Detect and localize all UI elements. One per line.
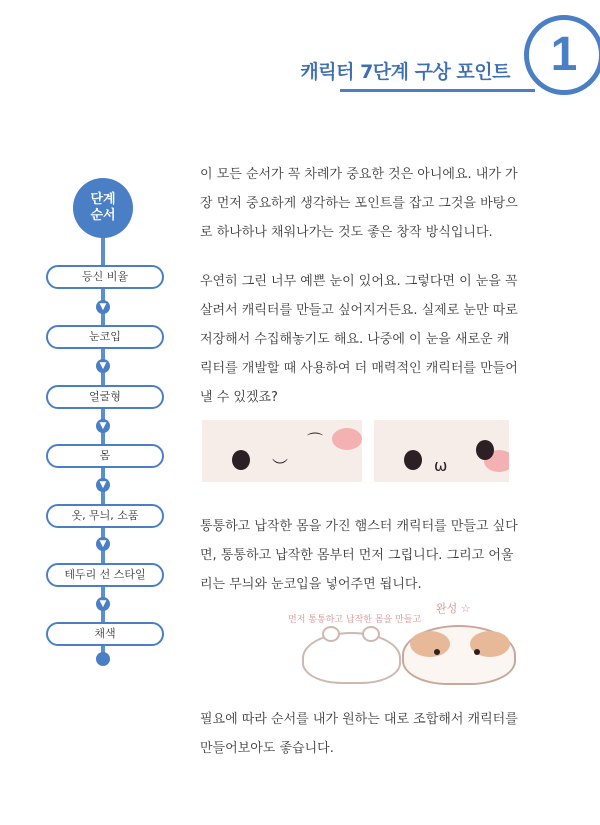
chevron-down-icon: ▼ (96, 300, 110, 314)
eye-shape (476, 440, 494, 460)
eye-illustration-1 (202, 420, 362, 482)
steps-head-line1: 단계 (90, 192, 116, 207)
step-item-1: 등신 비율 (46, 265, 164, 289)
fur-patch (410, 631, 450, 657)
chapter-number: 1 (550, 28, 578, 81)
eye-shape (434, 649, 440, 655)
hamster-note-left: 먼저 통통하고 납작한 몸을 만들고 (288, 615, 422, 625)
chevron-down-icon: ▼ (96, 537, 110, 551)
steps-head-line2: 순서 (90, 208, 116, 223)
eye-shape (474, 649, 480, 655)
step-item-6: 테두리 선 스타일 (46, 563, 164, 587)
chapter-circle (524, 15, 600, 95)
eye-shape (232, 450, 250, 470)
body-paragraph-1: 이 모든 순서가 꼭 차례가 중요한 것은 아니에요. 내가 가장 먼저 중요하게 생각하는 포인트를 잡고 그것을 바탕으로 하나하나 채워나가는 것도 좋은 창작 방식입니다. (200, 167, 518, 240)
ear-shape (362, 626, 380, 642)
chevron-down-icon: ▼ (96, 597, 110, 611)
timeline-end-dot (96, 652, 110, 666)
eye-shape (404, 450, 422, 470)
step-item-7: 채색 (46, 622, 164, 646)
body-paragraph-2: 우연히 그린 너무 예쁜 눈이 있어요. 그렇다면 이 눈을 꼭 살려서 캐릭터를 만들고 싶어지거든요. 실제로 눈만 따로 저장해서 수집해놓기도 해요. 나중에 이 눈을 새로운 캐릭터를 개발할 때 사용하여 더 매력적인 캐릭터를 만들어낼 수 있겠죠? (200, 274, 518, 405)
body-paragraph-4: 필요에 따라 순서를 내가 원하는 대로 조합해서 캐릭터를 만들어보아도 좋습니다. (200, 712, 518, 756)
page-header-title: 캐릭터 7단계 구상 포인트 (300, 61, 510, 83)
cheek-blush (332, 428, 362, 450)
hamster-note-right: 완성 ☆ (436, 602, 471, 615)
header-rule (340, 89, 535, 92)
eye-illustration-2 (374, 420, 509, 482)
mouth-shape: ︶ (272, 457, 289, 476)
step-item-4: 몸 (46, 444, 164, 468)
hamster-sketch-outline (302, 632, 401, 684)
step-item-3: 얼굴형 (46, 385, 164, 409)
step-item-2: 눈코입 (46, 325, 164, 349)
mouth-shape: ω (434, 456, 448, 475)
chevron-down-icon: ▼ (96, 359, 110, 373)
chevron-down-icon: ▼ (96, 478, 110, 492)
hamster-finished (402, 625, 516, 685)
body-paragraph-3: 통통하고 납작한 몸을 가진 햄스터 캐릭터를 만들고 싶다면, 통통하고 납작한 몸부터 먼저 그립니다. 그리고 어울리는 무늬와 눈코입을 넣어주면 됩니다. (200, 519, 518, 592)
chevron-down-icon: ▼ (96, 419, 110, 433)
wink-eye-shape: ⌒ (307, 431, 324, 450)
ear-shape (322, 626, 340, 642)
step-item-5: 옷, 무늬, 소품 (46, 504, 164, 528)
steps-head-badge (73, 178, 133, 238)
